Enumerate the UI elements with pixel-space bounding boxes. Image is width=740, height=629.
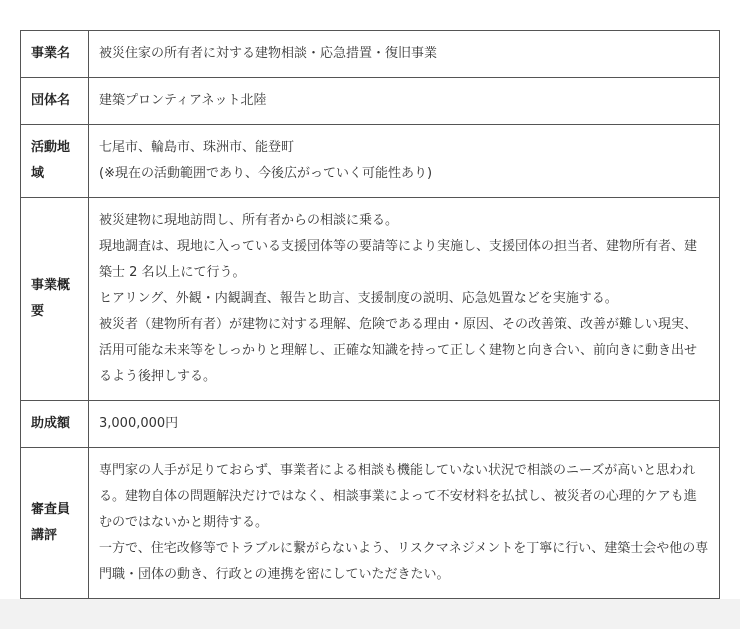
value-line: 現地調査は、現地に入っている支援団体等の要請等により実施し、支援団体の担当者、建物所有者、建築士 2 名以上にて行う。 [99,239,698,280]
row-label-reviewer-comment: 審査員講評 [21,448,89,599]
table-row [21,198,720,401]
table-row [21,125,720,198]
value-line: (※現在の活動範囲であり、今後広がっていく可能性あり) [99,166,433,181]
row-value-organization [89,78,720,125]
row-value-project-summary [89,198,720,401]
row-value-project-name [89,31,720,78]
table-row [21,31,720,78]
project-info-table [20,30,720,599]
row-value-activity-area [89,125,720,198]
value-line: 被災者（建物所有者）が建物に対する理解、危険である理由・原因、その改善策、改善が難しい現実、活用可能な未来等をしっかりと理解し、正確な知識を持って正しく建物と向き合い、前向きに動き出せるよう後押しする。 [99,317,698,384]
value-line: 七尾市、輪島市、珠洲市、能登町 [99,140,295,155]
value-line: 被災建物に現地訪問し、所有者からの相談に乗る。 [99,213,399,228]
table-row [21,401,720,448]
value-line: 専門家の人手が足りておらず、事業者による相談も機能していない状況で相談のニーズが高いと思われる。建物自体の問題解決だけではなく、相談事業によって不安材料を払拭し、被災者の心理的ケアも進むのではないかと期待する。 [99,463,697,530]
row-label-organization: 団体名 [21,78,89,125]
table-row [21,78,720,125]
row-label-project-name: 事業名 [21,31,89,78]
row-label-grant-amount: 助成額 [21,401,89,448]
table-row [21,448,720,599]
value-line: 一方で、住宅改修等でトラブルに繋がらないよう、リスクマネジメントを丁寧に行い、建築士会や他の専門職・団体の動き、行政との連携を密にしていただきたい。 [99,541,709,582]
row-value-grant-amount [89,401,720,448]
value-line: 建築プロンティアネット北陸 [99,93,267,108]
row-value-reviewer-comment [89,448,720,599]
row-label-activity-area: 活動地域 [21,125,89,198]
value-line: 被災住家の所有者に対する建物相談・応急措置・復旧事業 [99,46,438,61]
value-line: 3,000,000円 [99,416,179,431]
row-label-project-summary: 事業概要 [21,198,89,401]
value-line: ヒアリング、外観・内観調査、報告と助言、支援制度の説明、応急処置などを実施する。 [99,291,618,306]
